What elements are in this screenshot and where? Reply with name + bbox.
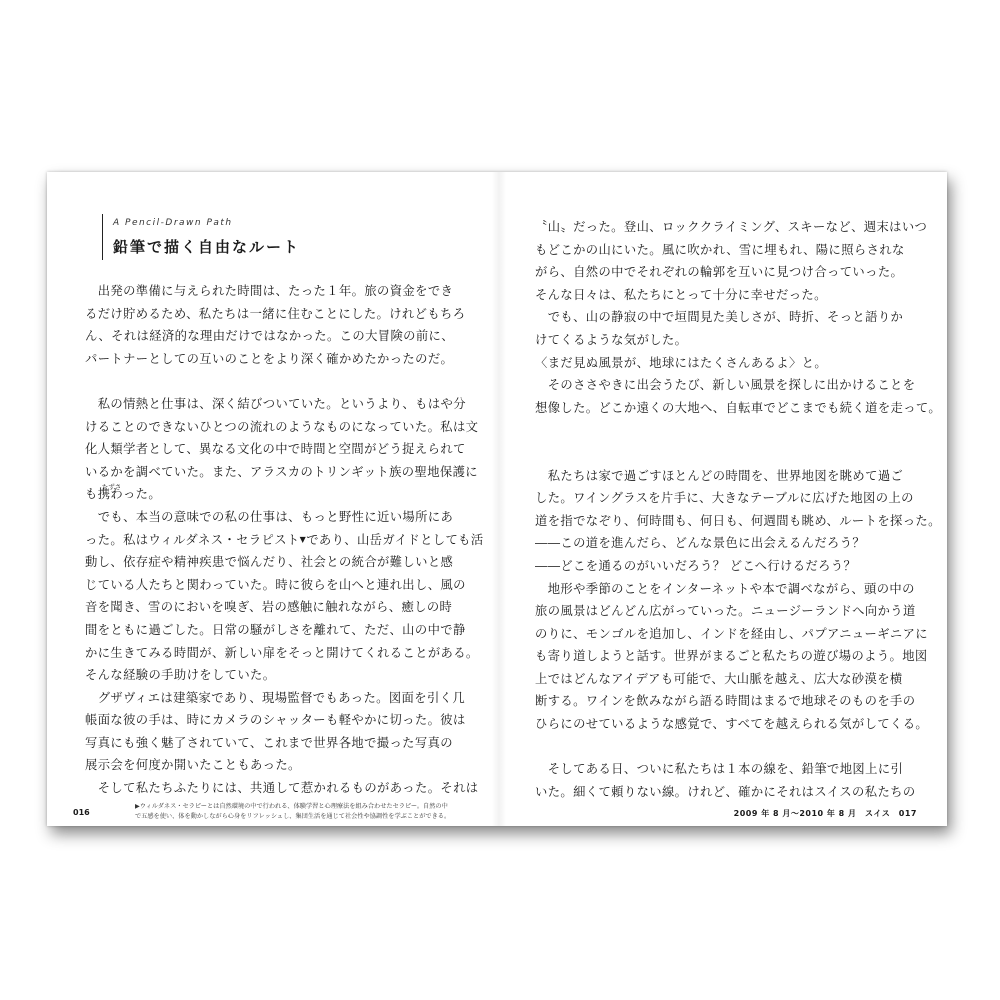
text-line: 上ではどんなアイデアも可能で、大山脈を越え、広大な砂漠を横: [535, 671, 903, 686]
text-line: 旅の風景はどんどん広がっていった。ニュージーランドへ向かう道: [535, 604, 916, 619]
text-line: かに生きてみる時間が、新しい扉をそっと開けてくれることがある。: [85, 645, 479, 660]
ruby-base: 携: [97, 487, 111, 502]
text-line: ひらにのせているような感覚で、すべてを越えられる気がしてくる。: [535, 717, 929, 732]
text-line: のりに、モンゴルを追加し、インドを経由し、パプアニューギニアに: [535, 626, 928, 641]
book-spread: [47, 172, 947, 826]
text-line: ん、それは経済的な理由だけではなかった。この大冒険の前に、: [85, 329, 454, 344]
text-line: 動し、依存症や精神疾患で悩んだり、社会との統合が難しいと感: [85, 555, 454, 570]
text-line: ――この道を進んだら、どんな景色に出会えるんだろう？: [535, 536, 866, 551]
text-line: 展示会を何度か開いたこともあった。: [85, 758, 301, 773]
text-line: がら、自然の中でそれぞれの輪郭を互いに見つけ合っていった。: [535, 265, 904, 280]
text-line: [85, 529, 484, 552]
text-line: [85, 483, 455, 506]
text-fragment: った。私はウィルダネス・セラピスト: [85, 532, 300, 547]
heading-english: A Pencil-Drawn Path: [113, 218, 233, 228]
running-head-right: 2009 年 8 月〜2010 年 8 月 スイス 017: [733, 809, 917, 818]
paragraph-gap: [535, 442, 905, 465]
text-line: いた。細くて頼りない線。けれど、確かにそれはスイスの私たちの: [535, 784, 916, 799]
paragraph-gap: [535, 419, 905, 442]
text-line: グザヴィエは建築家であり、現場監督でもあった。図面を引く几: [85, 690, 466, 705]
text-line: パートナーとしての互いのことをより深く確かめたかったのだ。: [85, 351, 454, 366]
text-line: いるかを調べていた。また、アラスカのトリンギット族の聖地保護に: [85, 464, 478, 479]
text-line: 音を聞き、雪のにおいを嗅ぎ、岩の感触に触れながら、癒しの時: [85, 600, 453, 615]
text-line: 〝山〟だった。登山、ロッククライミング、スキーなど、週末はいつ: [535, 220, 928, 234]
text-line: けてくるような気がした。: [535, 332, 688, 347]
text-line: そのささやきに出会うたび、新しい風景を探しに出かけることを: [535, 378, 916, 393]
heading-japanese: 鉛筆で描く自由なルート: [113, 238, 301, 256]
left-page: [47, 172, 497, 826]
section-heading: [102, 214, 300, 260]
text-line: 道を指でなぞり、何時間も、何日も、何週間も眺め、ルートを探った。: [535, 513, 941, 528]
footnote: [135, 802, 465, 821]
paragraph-gap: [535, 736, 905, 759]
text-line: 間をともに過ごした。日常の騒がしさを離れて、ただ、山の中で静: [85, 622, 466, 637]
text-line: 地形や季節のことをインターネットや本で調べながら、頭の中の: [535, 581, 915, 596]
ruby-annotation: たずさ: [101, 483, 122, 492]
text-line: 写真にも強く魅了されていて、これまで世界各地で撮った写真の: [85, 735, 453, 750]
page-number-left: 016: [73, 808, 90, 817]
text-line: そして私たちふたりには、共通して惹かれるものがあった。それは: [85, 781, 479, 796]
text-line: もどこかの山にいた。風に吹かれ、雪に埋もれ、陽に照らされな: [535, 242, 905, 257]
text-line: 想像した。どこか遠くの大地へ、自転車でどこまでも続く道を走って。: [535, 400, 942, 415]
footnote-line: ▶ウィルダネス・セラピーとは自然環境の中で行われる、体験学習と心理療法を組み合わせたセラピー。自然の中: [135, 803, 448, 810]
text-line: そんな経験の手助けをしていた。: [85, 668, 276, 683]
text-line: けることのできないひとつの流れのようなものになっていた。私は文: [85, 419, 479, 434]
text-fragment: であり、山岳ガイドとしても活: [306, 532, 484, 547]
left-body-text: [85, 280, 484, 800]
text-line: そしてある日、ついに私たちは１本の線を、鉛筆で地図上に引: [535, 762, 904, 777]
text-line: 私の情熱と仕事は、深く結びついていた。というより、もはや分: [85, 396, 466, 411]
right-body-text: [535, 216, 942, 803]
text-line: 〈まだ見ぬ風景が、地球にはたくさんあるよ〉と。: [535, 355, 828, 370]
text-fragment: も: [85, 487, 98, 502]
text-line: 化人類学者として、異なる文化の中で時間と空間がどう捉えられて: [85, 442, 466, 457]
text-line: じている人たちと関わっていた。時に彼らを山へと連れ出し、風の: [85, 577, 466, 592]
text-line: でも、山の静寂の中で垣間見た美しさが、時折、そっと語りか: [535, 310, 904, 325]
text-fragment: わった。: [110, 487, 162, 502]
text-line: るだけ貯めるため、私たちは一緒に住むことにした。けれどもちろ: [85, 306, 466, 321]
text-line: 帳面な彼の手は、時にカメラのシャッターも軽やかに切った。彼は: [85, 713, 466, 728]
paragraph-gap: [85, 370, 455, 393]
text-line: した。ワイングラスを片手に、大きなテーブルに広げた地図の上の: [535, 491, 914, 506]
text-line: そんな日々は、私たちにとって十分に幸せだった。: [535, 287, 827, 302]
text-line: 断する。ワインを飲みながら語る時間はまるで地球そのものを手の: [535, 694, 916, 709]
right-page: [497, 172, 947, 826]
text-line: でも、本当の意味での私の仕事は、もっと野性に近い場所にあ: [85, 509, 454, 524]
text-line: ――どこを通るのがいいだろう？ どこへ行けるだろう？: [535, 558, 857, 573]
footnote-line: で五感を使い、体を動かしながら心身をリフレッシュし、集団生活を通じて社会性や協調性を学ぶことができる。: [135, 812, 451, 820]
text-line: も寄り道しようと話す。世界がまるごと私たちの遊び場のよう。地図: [535, 649, 928, 664]
text-line: 私たちは家で過ごすほとんどの時間を、世界地図を眺めて過ご: [535, 468, 904, 483]
ruby-group: [97, 483, 122, 502]
text-line: 出発の準備に与えられた時間は、たった１年。旅の資金をでき: [85, 284, 454, 298]
footnote-marker: ▼: [299, 534, 307, 544]
